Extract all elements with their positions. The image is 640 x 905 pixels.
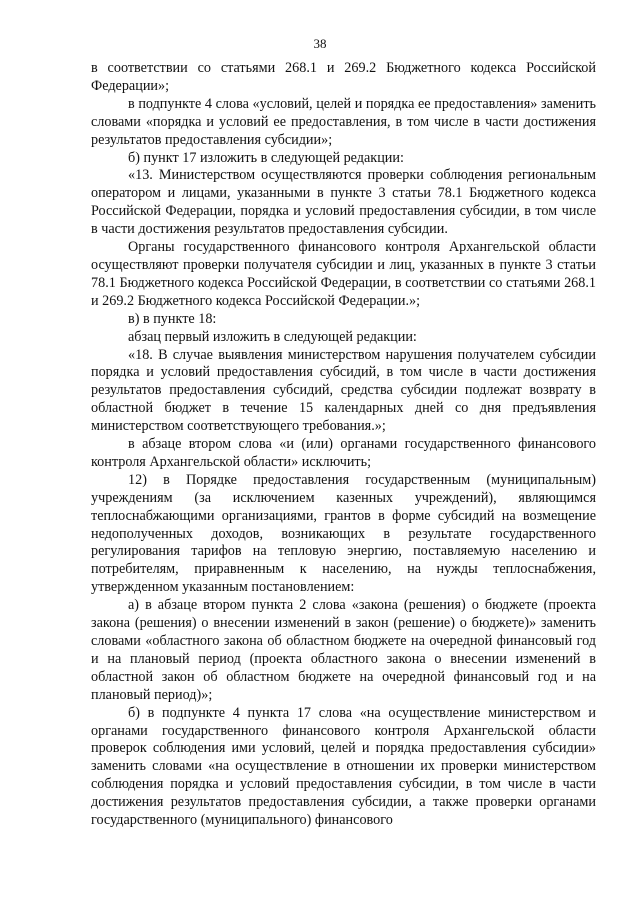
paragraph: б) пункт 17 изложить в следующей редакции:: [128, 149, 404, 166]
paragraph: Органы государственного финансового контроля Архангельской области осуществляют проверки получателя субсидии и лиц, указанных в пункте 3 статьи 78.1 Бюджетного кодекса Российской Федерации, в соответствии со статьями 268.1 и 269.2 Бюджетного кодекса Российской Федерации.»;: [91, 239, 596, 309]
paragraph: б) в подпункте 4 пункта 17 слова «на осуществление министерством и органами государственного финансового контроля Архангельской области проверок соблюдения ими условий, целей и порядка предоставления субсидии» заменить словами «на осуществление в отношении их проверки министерством соблюдения порядка и условий предоставления субсидии, в том числе в части достижения результатов предоставления субсидии, а также проверки органами государственного (муниципального) финансового: [91, 704, 596, 829]
paragraph: в абзаце втором слова «и (или) органами государственного финансового контроля Архангельской области» исключить;: [91, 436, 596, 470]
paragraph: 12) в Порядке предоставления государственным (муниципальным) учреждениям (за исключением казенных учреждений), являющимся теплоснабжающими организациями, грантов в форме субсидий на возмещение недополученных доходов, возникающих в результате государственного регулирования тарифов на тепловую энергию, поставляемую населению и потребителям, приравненным к населению, на нужды теплоснабжения, утвержденном указанным постановлением:: [91, 471, 596, 596]
paragraph: в подпункте 4 слова «условий, целей и порядка ее предоставления» заменить словами «порядка и условий ее предоставления, в том числе в части достижения результатов предоставления субсидии»;: [91, 95, 596, 148]
paragraph: в соответствии со статьями 268.1 и 269.2 Бюджетного кодекса Российской Федерации»;: [91, 60, 596, 94]
paragraph: «18. В случае выявления министерством нарушения получателем субсидии порядка и условий предоставления субсидий, в том числе в части достижения результатов предоставления субсидий, средства субсидии подлежат возврату в областной бюджет в течение 15 календарных дней со дня предъявления министерством соответствующего требования.»;: [91, 346, 596, 435]
paragraph: «13. Министерством осуществляются проверки соблюдения региональным оператором и лицами, указанными в пункте 3 статьи 78.1 Бюджетного кодекса Российской Федерации, порядка и условий предоставления субсидии, в том числе в части достижения результатов предоставления субсидии.: [91, 167, 596, 238]
document-body: [91, 60, 596, 830]
page-number: 38: [313, 36, 327, 51]
paragraph: а) в абзаце втором пункта 2 слова «закона (решения) о бюджете (проекта закона (решения) о внесении изменений в закон (решение) о бюджете)» заменить словами «областного закона об областном бюджете на очередной финансовый год и на плановый период (проекта областного закона о внесении изменений в областной закон об областном бюджете на очередной финансовый год и на плановый период)»;: [91, 597, 596, 703]
paragraph: в) в пункте 18:: [128, 310, 217, 327]
paragraph: абзац первый изложить в следующей редакции:: [128, 328, 417, 345]
